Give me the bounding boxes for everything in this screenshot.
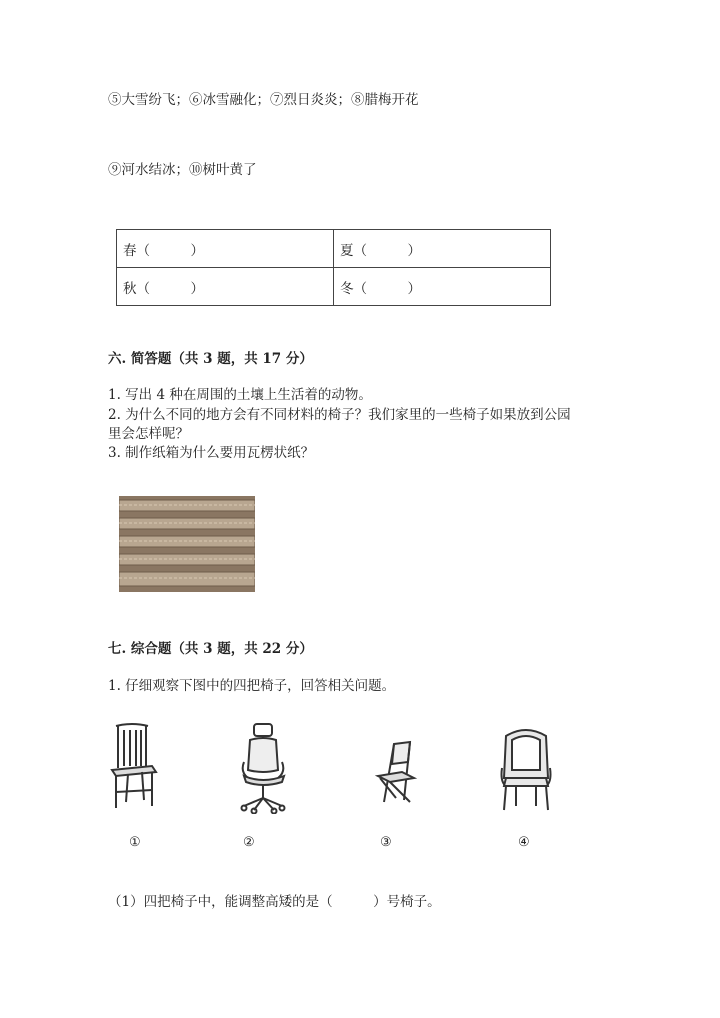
- section-6-q1: 1. 写出 4 种在周围的土壤上生活着的动物。: [108, 387, 372, 403]
- section-7-sub1: （1）四把椅子中，能调整高矮的是（ ）号椅子。: [108, 894, 441, 910]
- folding-chair-image: [374, 740, 420, 810]
- chair-label-2: ②: [243, 835, 255, 850]
- chair-label-3: ③: [380, 835, 392, 850]
- section-6-q3: 3. 制作纸箱为什么要用瓦楞状纸？: [108, 445, 315, 461]
- spring-cell: 春（ ）: [117, 230, 334, 268]
- office-chair-image: [236, 722, 292, 818]
- chair-label-4: ④: [518, 835, 530, 850]
- section-6-title: 六. 简答题（共 3 题，共 17 分）: [108, 351, 313, 367]
- summer-cell: 夏（ ）: [334, 230, 551, 268]
- autumn-cell: 秋（ ）: [117, 268, 334, 306]
- season-table: [116, 229, 551, 306]
- options-line-1: ⑤大雪纷飞；⑥冰雪融化；⑦烈日炎炎；⑧腊梅开花: [108, 92, 419, 108]
- section-6-q2-line2: 里会怎样呢？: [108, 426, 189, 442]
- winter-cell: 冬（ ）: [334, 268, 551, 306]
- section-7-title: 七. 综合题（共 3 题，共 22 分）: [108, 641, 313, 657]
- section-7-q1: 1. 仔细观察下图中的四把椅子，回答相关问题。: [108, 678, 396, 694]
- plastic-chair-image: [498, 726, 554, 816]
- wooden-chair-image: [106, 722, 162, 816]
- section-6-q2-line1: 2. 为什么不同的地方会有不同材料的椅子？我们家里的一些椅子如果放到公园: [108, 407, 571, 423]
- cardboard-photo: [119, 496, 255, 592]
- chair-label-1: ①: [129, 835, 141, 850]
- options-line-2: ⑨河水结冰；⑩树叶黄了: [108, 162, 257, 178]
